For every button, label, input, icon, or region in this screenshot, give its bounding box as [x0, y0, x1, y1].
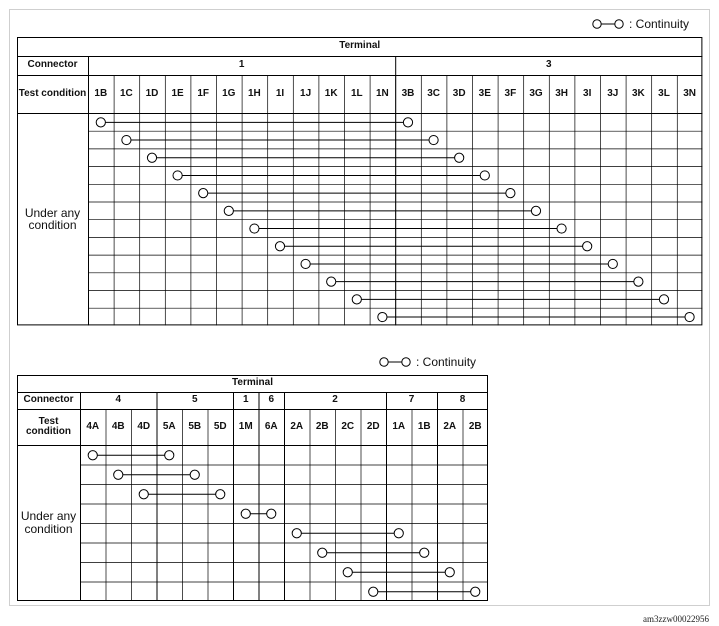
continuity-node: [224, 206, 233, 215]
connector-number: 8: [459, 394, 466, 406]
circle-line-circle-icon: [379, 356, 411, 368]
terminal-header: 1F: [197, 87, 210, 99]
continuity-node: [506, 189, 515, 198]
terminal-header: 3H: [555, 87, 568, 99]
terminal-header: 3E: [478, 87, 491, 99]
terminal-header: 1M: [238, 420, 253, 432]
terminal-header: 1C: [119, 87, 133, 99]
terminal-header: 1G: [222, 87, 236, 99]
continuity-node: [352, 295, 361, 304]
continuity-node: [114, 470, 123, 479]
condition-label: Under any condition: [20, 509, 77, 536]
circle-line-circle-icon: [592, 18, 624, 30]
continuity-connection: [173, 171, 489, 180]
continuity-node: [634, 277, 643, 286]
continuity-legend: [379, 355, 476, 369]
connector-number: 6: [268, 394, 275, 406]
continuity-connection: [139, 490, 225, 499]
terminal-header: 5B: [188, 420, 202, 432]
legend-text: : Continuity: [416, 355, 477, 369]
continuity-node: [659, 295, 668, 304]
terminal-header: 3B: [401, 87, 415, 99]
terminal-header: 5A: [162, 420, 176, 432]
continuity-connection: [275, 242, 591, 251]
continuity-table-1: [17, 37, 702, 326]
continuity-node: [445, 568, 454, 577]
connector-number: 7: [408, 394, 415, 406]
continuity-table-2: [17, 375, 488, 603]
continuity-node: [165, 451, 174, 460]
connector-number: 3: [546, 59, 552, 71]
continuity-node: [96, 118, 105, 127]
continuity-node: [267, 509, 276, 518]
terminal-header: 3N: [683, 87, 696, 99]
terminal-header: 3C: [427, 87, 440, 99]
continuity-node: [369, 587, 378, 596]
terminal-header: 1L: [350, 87, 363, 99]
terminal-header: 1B: [417, 420, 431, 432]
connector-number: 2: [332, 394, 338, 406]
continuity-node: [378, 312, 387, 321]
continuity-node: [394, 529, 403, 538]
continuity-node: [173, 171, 182, 180]
connector-label: Connector: [27, 59, 78, 71]
continuity-node: [199, 189, 208, 198]
condition-label: Under any condition: [24, 205, 81, 233]
continuity-node: [241, 509, 250, 518]
terminal-header: 2B: [468, 420, 482, 432]
continuity-node: [216, 490, 225, 499]
continuity-node: [583, 242, 592, 251]
legend-text: : Continuity: [629, 17, 690, 31]
continuity-node: [147, 153, 156, 162]
terminal-header: 2B: [315, 420, 329, 432]
connector-label: Connector: [23, 394, 74, 406]
terminal-header: 4D: [137, 420, 151, 432]
continuity-node: [471, 587, 480, 596]
terminal-header: 1A: [392, 420, 406, 432]
terminal-header: 3G: [529, 87, 543, 99]
continuity-node: [455, 153, 464, 162]
terminal-header: 1E: [171, 87, 184, 99]
connector-number: 4: [115, 394, 122, 406]
continuity-connection: [147, 153, 463, 162]
continuity-node: [275, 242, 284, 251]
terminal-header: 2C: [341, 420, 355, 432]
terminal-header: 4B: [111, 420, 125, 432]
continuity-node: [88, 451, 97, 460]
continuity-connection: [378, 312, 694, 321]
continuity-node: [301, 259, 310, 268]
continuity-node: [318, 548, 327, 557]
continuity-node: [122, 135, 131, 144]
terminal-header: 3L: [658, 87, 670, 99]
test-condition-label: Test condition: [18, 87, 87, 99]
terminal-header: 3F: [504, 87, 517, 99]
continuity-connection: [88, 451, 174, 460]
continuity-connection: [224, 206, 540, 215]
continuity-connection: [96, 118, 412, 127]
terminal-header: 3I: [583, 87, 592, 99]
figure-code: am3zzw00022956: [643, 614, 709, 624]
continuity-legend: [592, 17, 689, 31]
continuity-node: [557, 224, 566, 233]
continuity-node: [429, 135, 438, 144]
terminal-header: 2D: [366, 420, 380, 432]
terminal-header: 2A: [443, 420, 457, 432]
continuity-node: [327, 277, 336, 286]
continuity-node: [531, 206, 540, 215]
continuity-node: [343, 568, 352, 577]
continuity-node: [139, 490, 148, 499]
continuity-connection: [250, 224, 566, 233]
connector-number: 1: [238, 59, 245, 71]
terminal-header: 3J: [607, 87, 619, 99]
continuity-node: [608, 259, 617, 268]
terminal-header: 3K: [631, 87, 645, 99]
continuity-connection: [122, 135, 438, 144]
continuity-node: [190, 470, 199, 479]
continuity-connection: [352, 295, 668, 304]
continuity-node: [250, 224, 259, 233]
terminal-header: 1J: [300, 87, 312, 99]
terminal-header: 1K: [324, 87, 338, 99]
terminal-header: 1H: [247, 87, 261, 99]
continuity-node: [685, 312, 694, 321]
continuity-node: [480, 171, 489, 180]
continuity-node: [292, 529, 301, 538]
terminal-header: 3D: [452, 87, 466, 99]
continuity-node: [403, 118, 412, 127]
connector-number: 5: [191, 394, 198, 406]
terminal-header: 2A: [290, 420, 304, 432]
terminal-header: 1D: [145, 87, 159, 99]
terminal-header: 1I: [275, 87, 285, 99]
terminal-header: 1N: [375, 87, 389, 99]
terminal-header: 1B: [94, 87, 108, 99]
continuity-connection: [199, 189, 515, 198]
test-condition-label: Test condition: [26, 415, 71, 437]
continuity-connection: [301, 259, 617, 268]
terminal-title: Terminal: [232, 377, 273, 389]
connector-number: 1: [242, 394, 249, 406]
terminal-header: 6A: [264, 420, 278, 432]
terminal-header: 5D: [213, 420, 227, 432]
continuity-connection: [327, 277, 643, 286]
terminal-header: 4A: [86, 420, 100, 432]
terminal-title: Terminal: [339, 40, 381, 52]
continuity-node: [420, 548, 429, 557]
